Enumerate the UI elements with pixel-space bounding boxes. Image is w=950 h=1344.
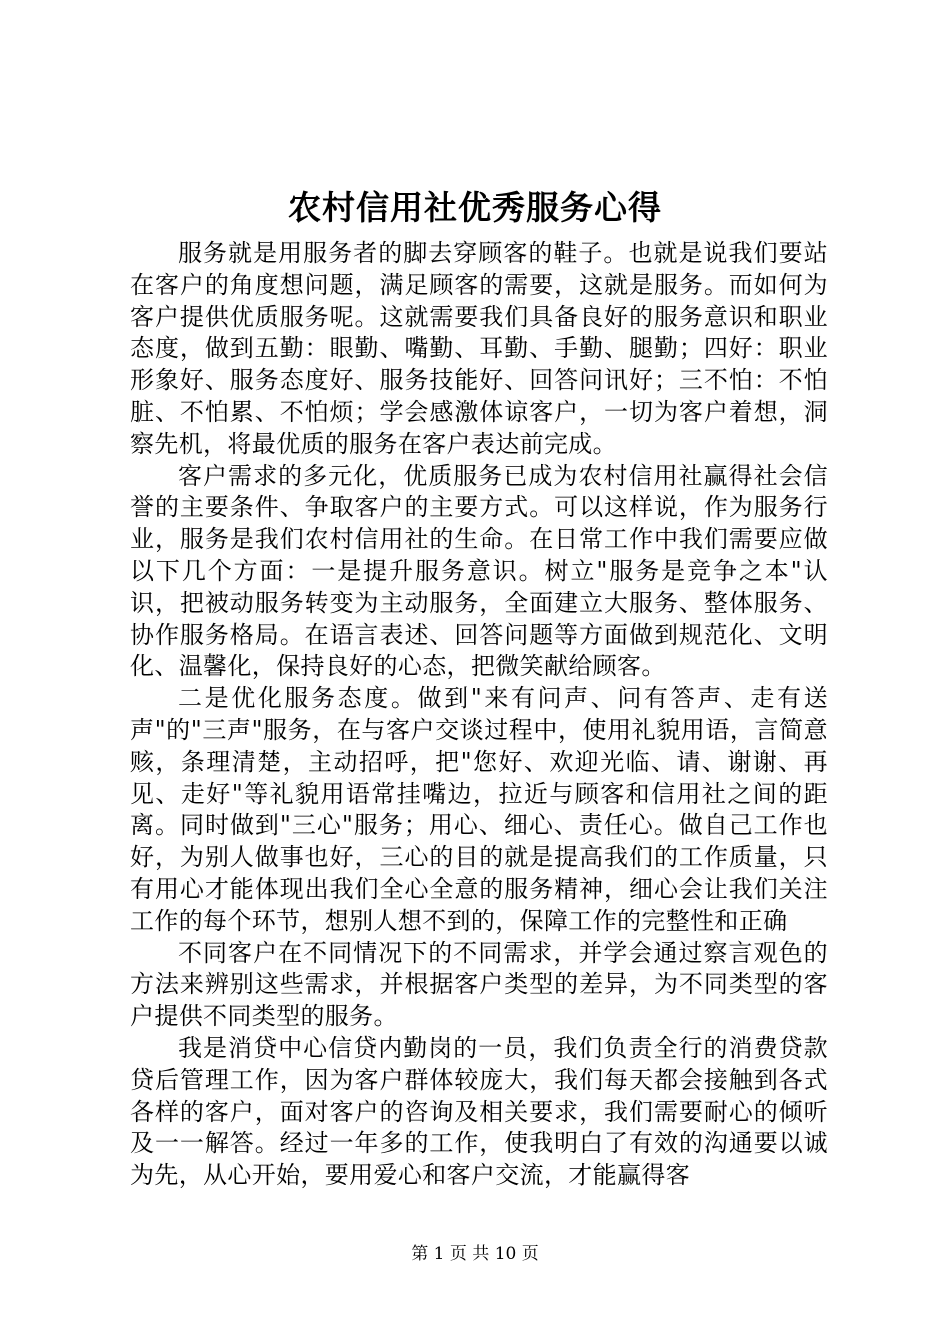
paragraph-2: 客户需求的多元化，优质服务已成为农村信用社赢得社会信誉的主要条件、争取客户的主要方式。可以这样说，作为服务行业，服务是我们农村信用社的生命。在日常工作中我们需要应做以下几个方面：一是提升服务意识。树立"服务是竞争之本"认识，把被动服务转变为主动服务，全面建立大服务、整体服务、协作服务格局。在语言表述、回答问题等方面做到规范化、文明化、温馨化，保持良好的心态，把微笑献给顾客。 <box>130 461 828 681</box>
paragraph-3: 二是优化服务态度。做到"来有问声、问有答声、走有送声"的"三声"服务，在与客户交谈过程中，使用礼貌用语，言简意赅，条理清楚，主动招呼，把"您好、欢迎光临、请、谢谢、再见、走好"等礼貌用语常挂嘴边，拉近与顾客和信用社之间的距离。同时做到"三心"服务；用心、细心、责任心。做自己工作也好，为别人做事也好，三心的目的就是提高我们的工作质量，只有用心才能体现出我们全心全意的服务精神，细心会让我们关注工作的每个环节，想别人想不到的，保障工作的完整性和正确 <box>130 684 828 935</box>
document-body <box>130 238 828 1192</box>
paragraph-4: 不同客户在不同情况下的不同需求，并学会通过察言观色的方法来辨别这些需求，并根据客户类型的差异，为不同类型的客户提供不同类型的服务。 <box>130 938 828 1031</box>
paragraph-1: 服务就是用服务者的脚去穿顾客的鞋子。也就是说我们要站在客户的角度想问题，满足顾客的需要，这就是服务。而如何为客户提供优质服务呢。这就需要我们具备良好的服务意识和职业态度，做到五勤：眼勤、嘴勤、耳勤、手勤、腿勤；四好：职业形象好、服务态度好、服务技能好、回答问讯好；三不怕：不怕脏、不怕累、不怕烦；学会感激体谅客户，一切为客户着想，洞察先机，将最优质的服务在客户表达前完成。 <box>130 239 828 458</box>
paragraph-5: 我是消贷中心信贷内勤岗的一员，我们负责全行的消费贷款贷后管理工作，因为客户群体较庞大，我们每天都会接触到各式各样的客户，面对客户的咨询及相关要求，我们需要耐心的倾听及一一解答。经过一年多的工作，使我明白了有效的沟通要以诚为先，从心开始，要用爱心和客户交流，才能赢得客 <box>130 1033 828 1190</box>
page-footer: 第 1 页 共 10 页 <box>411 1244 539 1264</box>
document-title: 农村信用社优秀服务心得 <box>288 188 662 227</box>
